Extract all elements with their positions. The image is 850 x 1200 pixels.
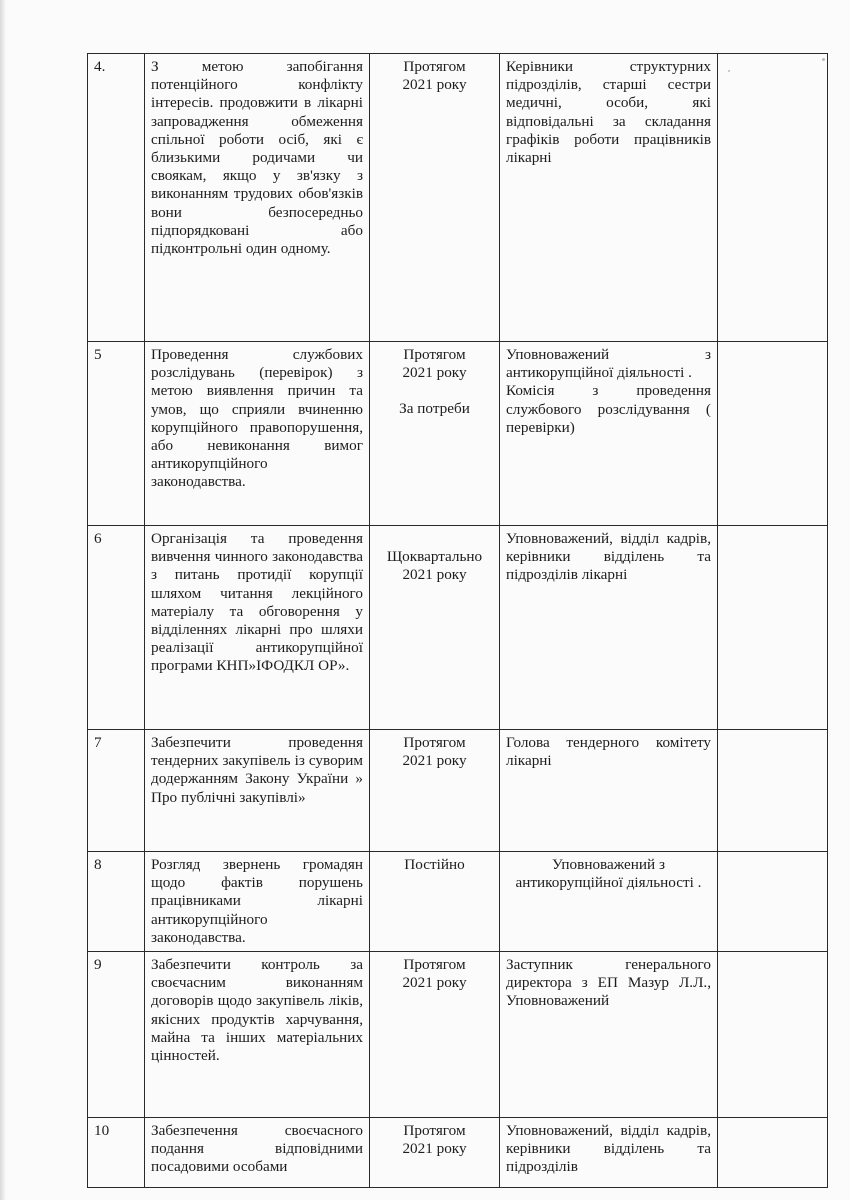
note-cell: [718, 54, 828, 342]
responsible-cell: Уповноважений з антикорупційної діяльності . Комісія з проведення службового розслідування ( перевірки): [500, 342, 718, 526]
term-cell: Протягом 2021 року: [370, 54, 500, 342]
measure-cell: Проведення службових розслідувань (перевірок) з метою виявлення причин та умов, що сприяли вчиненню корупційного правопорушення, або невиконання вимог антикорупційного законодавства.: [145, 342, 370, 526]
responsible-cell: Керівники структурних підрозділів, старші сестри медичні, особи, які відповідальні за складання графіків роботи працівників лікарні: [500, 54, 718, 342]
table-row: [88, 952, 828, 1118]
term-cell: Постійно: [370, 852, 500, 952]
table-row: [88, 526, 828, 730]
note-cell: [718, 342, 828, 526]
row-number: 9: [88, 952, 145, 1118]
note-cell: [718, 852, 828, 952]
measure-cell: Забезпечення своєчасного подання відповідними посадовими особами: [145, 1118, 370, 1188]
scan-edge-shadow: [0, 0, 6, 1200]
measure-cell: Організація та проведення вивчення чинного законодавства з питань протидії корупції шляхом читання лекційного матеріалу та обговорення у відділеннях лікарні про шляхи реалізації антикорупційної програми КНП»ІФОДКЛ ОР».: [145, 526, 370, 730]
table-row: [88, 54, 828, 342]
row-number: 6: [88, 526, 145, 730]
term-cell: Протягом 2021 року: [370, 1118, 500, 1188]
table-row: [88, 342, 828, 526]
responsible-cell: Уповноважений з антикорупційної діяльності .: [500, 852, 718, 952]
responsible-cell: Голова тендерного комітету лікарні: [500, 730, 718, 852]
anticorruption-measures-table: [87, 53, 828, 1188]
row-number: 7: [88, 730, 145, 852]
note-cell: [718, 952, 828, 1118]
table-row: [88, 730, 828, 852]
measure-cell: Забезпечити контроль за своєчасним виконанням договорів щодо закупівель ліків, якісних продуктів харчування, майна та інших матеріальних цінностей.: [145, 952, 370, 1118]
row-number: 5: [88, 342, 145, 526]
table-row: [88, 852, 828, 952]
term-cell: Протягом 2021 року За потреби: [370, 342, 500, 526]
table-row: [88, 1118, 828, 1188]
note-cell: [718, 730, 828, 852]
row-number: 4.: [88, 54, 145, 342]
note-cell: [718, 526, 828, 730]
term-cell: Щоквартально 2021 року: [370, 526, 500, 730]
responsible-cell: Заступник генерального директора з ЕП Мазур Л.Л., Уповноважений: [500, 952, 718, 1118]
row-number: 10: [88, 1118, 145, 1188]
row-number: 8: [88, 852, 145, 952]
measure-cell: Розгляд звернень громадян щодо фактів порушень працівниками лікарні антикорупційного законодавства.: [145, 852, 370, 952]
measure-cell: Забезпечити проведення тендерних закупівель із суворим додержанням Закону України » Про публічні закупівлі»: [145, 730, 370, 852]
note-cell: [718, 1118, 828, 1188]
responsible-cell: Уповноважений, відділ кадрів, керівники відділень та підрозділів лікарні: [500, 526, 718, 730]
term-cell: Протягом 2021 року: [370, 952, 500, 1118]
responsible-cell: Уповноважений, відділ кадрів, керівники відділень та підрозділів: [500, 1118, 718, 1188]
term-cell: Протягом 2021 року: [370, 730, 500, 852]
measure-cell: З метою запобігання потенційного конфлікту інтересів. продовжити в лікарні запровадження обмеження спільної роботи осіб, які є близькими родичами чи своякам, якщо у зв'язку з виконанням трудових обов'язків вони безпосередньо підпорядковані або підконтрольні один одному.: [145, 54, 370, 342]
